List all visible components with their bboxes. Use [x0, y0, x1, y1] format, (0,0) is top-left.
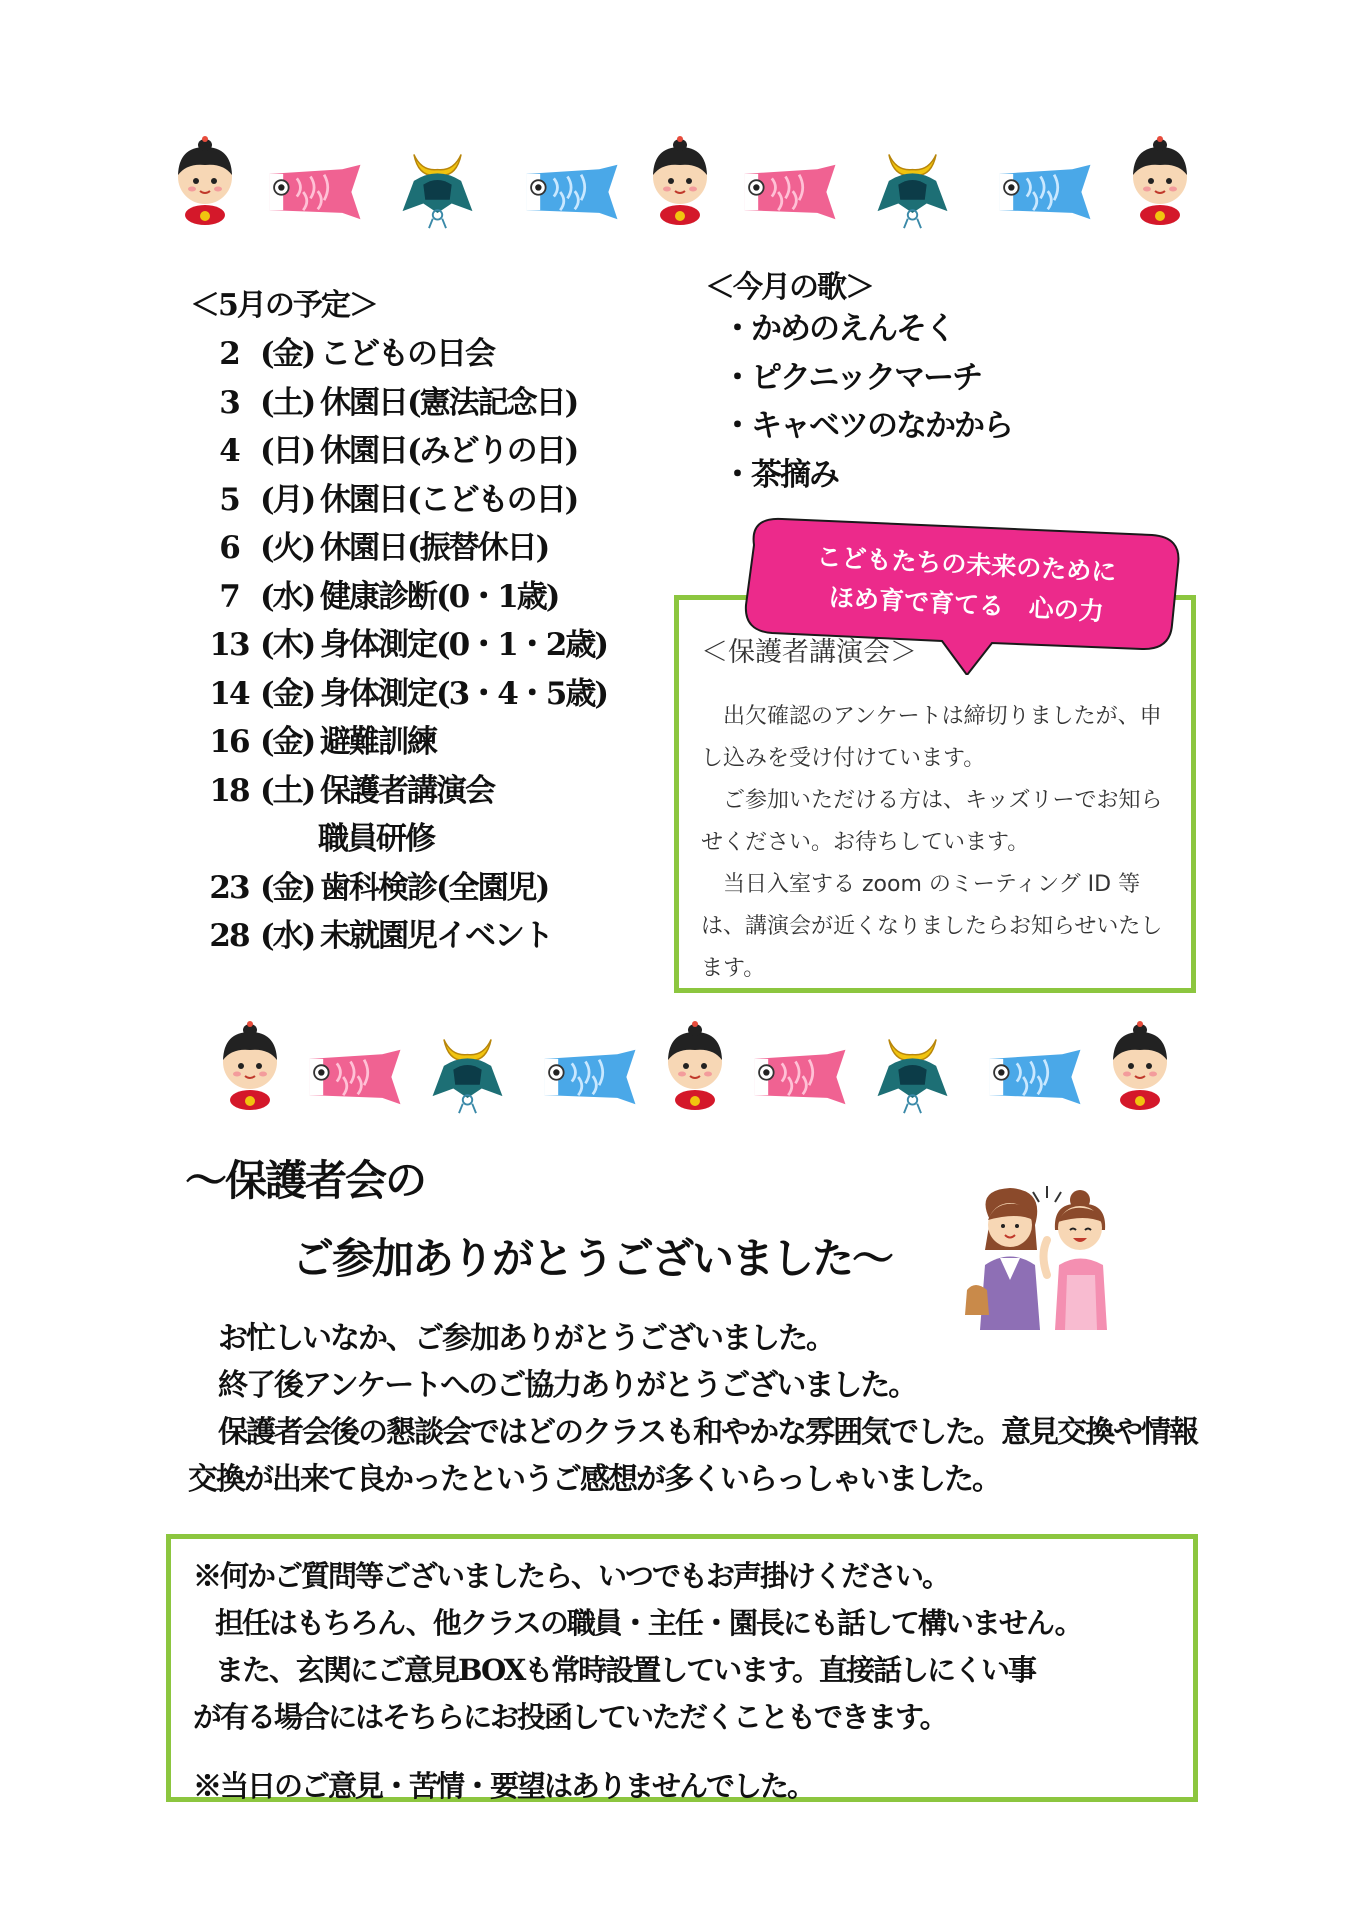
schedule-event: 未就園児イベント — [320, 918, 552, 954]
song-item: ・キャベツのなかから — [722, 408, 1012, 444]
women-talking-icon — [955, 1180, 1130, 1335]
schedule-item — [198, 864, 607, 913]
blue-koinobori-icon — [995, 160, 1095, 224]
song-item: ・かめのえんそく — [722, 311, 954, 347]
schedule-item — [198, 524, 607, 573]
schedule-weekday: (火) — [260, 530, 315, 566]
schedule-item — [198, 912, 607, 961]
schedule-weekday: (木) — [260, 627, 315, 663]
boy-icon — [640, 135, 720, 225]
kabuto-icon — [395, 145, 480, 230]
decoration-row-middle — [210, 1020, 1280, 1130]
schedule-day: 28 — [209, 918, 249, 954]
notes-box — [166, 1534, 1198, 1802]
schedule-weekday: (金) — [260, 336, 315, 372]
schedule-day: 3 — [219, 384, 239, 421]
schedule-item — [198, 330, 607, 379]
kabuto-icon — [870, 145, 955, 230]
schedule-event: 歯科検診(全園児) — [320, 869, 549, 906]
schedule-day: 4 — [219, 433, 239, 469]
schedule-event: 休園日(こどもの日) — [320, 481, 578, 518]
thanks-body — [188, 1315, 1228, 1503]
schedule-item — [198, 476, 607, 525]
thanks-line: 保護者会後の懇談会ではどのクラスも和やかな雰囲気でした。意見交換や情報 — [218, 1415, 1198, 1450]
schedule-event: 休園日(振替休日) — [320, 530, 549, 566]
schedule-day: 5 — [219, 481, 239, 518]
songs-title: ＜今月の歌＞ — [705, 270, 873, 305]
speech-banner — [742, 505, 1187, 675]
schedule-day: 23 — [209, 869, 249, 906]
schedule-event: こどもの日会 — [320, 336, 494, 372]
blue-koinobori-icon — [540, 1045, 640, 1109]
schedule-item — [198, 573, 607, 622]
schedule-event: 職員研修 — [318, 821, 434, 857]
schedule-weekday: (土) — [260, 384, 315, 421]
thanks-line: 交換が出来て良かったというご感想が多くいらっしゃいました。 — [188, 1462, 1000, 1497]
schedule-day: 6 — [219, 530, 239, 566]
schedule-event: 避難訓練 — [320, 724, 436, 760]
song-item: ・茶摘み — [722, 456, 838, 493]
schedule-weekday: (金) — [260, 675, 315, 712]
schedule-list — [198, 330, 607, 961]
schedule-weekday: (金) — [260, 724, 315, 760]
schedule-item — [198, 427, 607, 476]
thanks-line: お忙しいなか、ご参加ありがとうございました。 — [218, 1321, 834, 1356]
notes-line: また、玄関にご意見BOXも常時設置しています。直接話しにくい事 — [215, 1653, 1035, 1687]
lecture-paragraph: 出欠確認のアンケートは締切りましたが、申し込みを受け付けています。 — [701, 704, 1162, 771]
schedule-event: 保護者講演会 — [320, 772, 494, 809]
schedule-event: 健康診断(0・1歳) — [320, 578, 559, 615]
notes-line: ※当日のご意見・苦情・要望はありませんでした。 — [193, 1769, 815, 1803]
banner-line1: こどもたちの未来のために — [815, 543, 1117, 587]
notes-line: 担任はもちろん、他クラスの職員・主任・園長にも話して構いません。 — [215, 1606, 1082, 1640]
banner-line2: ほめ育で育てる 心の力 — [828, 583, 1105, 627]
songs-list — [722, 305, 1012, 499]
schedule-title: ＜5月の予定＞ — [190, 288, 377, 323]
schedule-event: 休園日(みどりの日) — [320, 433, 578, 469]
lecture-paragraph: ご参加いただける方は、キッズリーでお知らせください。お待ちしています。 — [701, 788, 1163, 855]
schedule-day: 2 — [219, 336, 239, 372]
notes-line: が有る場合にはそちらにお投函していただくこともできます。 — [193, 1700, 947, 1734]
blue-koinobori-icon — [522, 160, 622, 224]
kabuto-icon — [425, 1030, 510, 1115]
pink-koinobori-icon — [265, 160, 365, 224]
pink-koinobori-icon — [305, 1045, 405, 1109]
lecture-title: ＜保護者講演会＞ — [701, 637, 917, 668]
decoration-row-top — [150, 135, 1220, 245]
notes-line: ※何かご質問等ございましたら、いつでもお声掛けください。 — [193, 1559, 950, 1593]
lecture-body — [701, 696, 1179, 990]
thanks-title-line2: ご参加ありがとうございました～ — [292, 1234, 893, 1283]
schedule-day: 14 — [209, 675, 249, 712]
schedule-weekday: (日) — [260, 433, 315, 469]
song-item: ・ピクニックマーチ — [722, 359, 982, 396]
thanks-title-line1: ～保護者会の — [185, 1156, 426, 1205]
schedule-event: 身体測定(3・4・5歳) — [320, 675, 608, 712]
schedule-item — [198, 767, 607, 816]
schedule-day: 13 — [209, 627, 249, 663]
schedule-item — [198, 621, 607, 670]
schedule-item — [198, 670, 607, 719]
pink-koinobori-icon — [750, 1045, 850, 1109]
schedule-event: 休園日(憲法記念日) — [320, 384, 578, 421]
kabuto-icon — [870, 1030, 955, 1115]
thanks-line: 終了後アンケートへのご協力ありがとうございました。 — [218, 1368, 917, 1403]
boy-icon — [655, 1020, 735, 1110]
schedule-item — [198, 718, 607, 767]
lecture-paragraph: 当日入室する zoom のミーティング ID 等は、講演会が近くなりましたらお知らせいたします。 — [701, 872, 1163, 981]
schedule-item — [198, 379, 607, 428]
schedule-weekday: (月) — [260, 481, 315, 518]
schedule-day: 7 — [219, 578, 239, 615]
notes-body — [193, 1553, 1193, 1810]
schedule-day: 18 — [209, 772, 249, 809]
blue-koinobori-icon — [985, 1045, 1085, 1109]
schedule-weekday: (金) — [260, 869, 315, 906]
boy-icon — [1100, 1020, 1180, 1110]
pink-koinobori-icon — [740, 160, 840, 224]
schedule-item — [198, 815, 607, 864]
schedule-weekday: (水) — [260, 918, 315, 954]
boy-icon — [1120, 135, 1200, 225]
schedule-weekday: (土) — [260, 772, 315, 809]
boy-icon — [165, 135, 245, 225]
schedule-event: 身体測定(0・1・2歳) — [320, 627, 608, 663]
schedule-day: 16 — [209, 724, 249, 760]
boy-icon — [210, 1020, 290, 1110]
schedule-weekday: (水) — [260, 578, 315, 615]
